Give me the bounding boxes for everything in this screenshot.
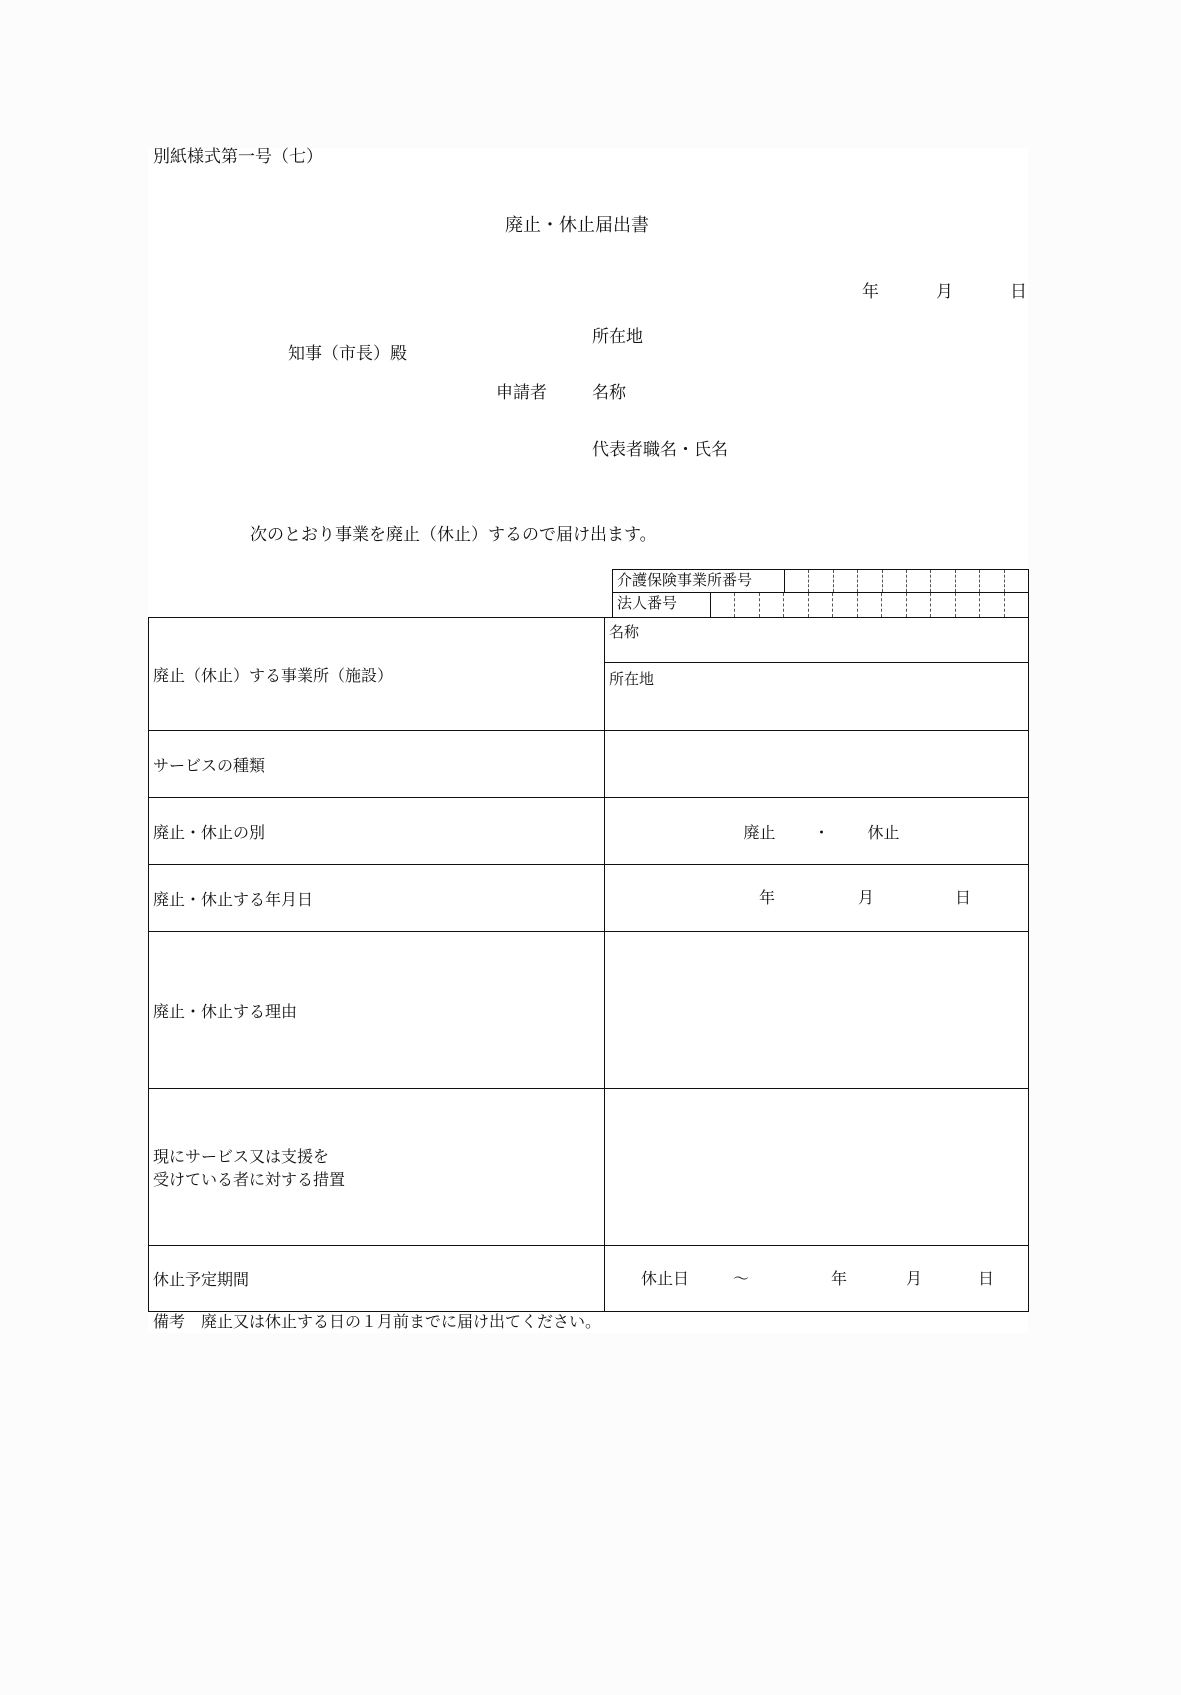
distinction-cell[interactable]	[605, 798, 1029, 865]
care-insurance-number-box	[612, 569, 1029, 593]
form-table	[148, 617, 1029, 1312]
digit-cell[interactable]	[881, 593, 905, 617]
reason-label: 廃止・休止する理由	[149, 932, 605, 1089]
date-row-cell[interactable]	[605, 865, 1029, 932]
facility-address-label: 所在地	[609, 670, 655, 688]
suspension-label: 休止予定期間	[149, 1246, 605, 1312]
service-type-cell[interactable]	[605, 731, 1029, 798]
digit-cell[interactable]	[882, 570, 906, 592]
table-row	[149, 932, 1029, 1089]
digit-cell[interactable]	[808, 593, 832, 617]
date-day-label: 日	[1010, 282, 1027, 302]
date-row-label: 廃止・休止する年月日	[149, 865, 605, 932]
table-row	[149, 731, 1029, 798]
measures-label-line2: 受けている者に対する措置	[153, 1170, 346, 1189]
table-row	[149, 618, 1029, 663]
digit-cell[interactable]	[930, 570, 954, 592]
applicant-address-label: 所在地	[592, 327, 643, 347]
digit-cell[interactable]	[833, 570, 857, 592]
facility-name-cell[interactable]	[605, 618, 1029, 663]
option-separator: ・	[813, 822, 830, 842]
suspension-day: 日	[978, 1268, 995, 1288]
suspension-start-label: 休止日	[641, 1268, 690, 1288]
digit-cell[interactable]	[930, 593, 954, 617]
digit-cell[interactable]	[955, 570, 979, 592]
table-row	[149, 865, 1029, 932]
digit-cell[interactable]	[832, 593, 856, 617]
note: 備考 廃止又は休止する日の１月前までに届け出てください。	[153, 1312, 602, 1331]
measures-label-cell	[149, 1089, 605, 1246]
digit-cell[interactable]	[784, 570, 808, 592]
facility-name-label: 名称	[609, 623, 640, 641]
corporate-number-box	[612, 592, 1029, 618]
corporate-number-label: 法人番号	[617, 594, 678, 612]
digit-cell[interactable]	[979, 593, 1003, 617]
applicant-label: 申請者	[496, 383, 547, 403]
facility-label: 廃止（休止）する事業所（施設）	[149, 618, 605, 731]
digit-cell[interactable]	[759, 593, 783, 617]
suspension-cell[interactable]	[605, 1246, 1029, 1312]
table-row	[149, 1246, 1029, 1312]
measures-label-line1: 現にサービス又は支援を	[153, 1147, 330, 1166]
care-insurance-digit-cells	[784, 570, 1028, 592]
representative-label: 代表者職名・氏名	[592, 440, 728, 460]
corporate-digit-cells	[710, 593, 1028, 617]
measures-cell[interactable]	[605, 1089, 1029, 1246]
digit-cell[interactable]	[808, 570, 832, 592]
digit-cell[interactable]	[1004, 570, 1028, 592]
digit-cell[interactable]	[1004, 593, 1028, 617]
date-month-label: 月	[936, 282, 953, 302]
digit-cell[interactable]	[857, 570, 881, 592]
applicant-name-label: 名称	[592, 383, 626, 403]
date-row-month: 月	[858, 888, 875, 907]
form-number: 別紙様式第一号（七）	[153, 147, 323, 167]
digit-cell[interactable]	[710, 593, 734, 617]
digit-cell[interactable]	[955, 593, 979, 617]
statement: 次のとおり事業を廃止（休止）するので届け出ます。	[250, 525, 657, 545]
date-row-day: 日	[955, 888, 972, 907]
digit-cell[interactable]	[906, 570, 930, 592]
page-title: 廃止・休止届出書	[505, 215, 649, 236]
suspension-month: 月	[906, 1268, 923, 1288]
digit-cell[interactable]	[734, 593, 758, 617]
date-row-year: 年	[759, 888, 776, 907]
reason-cell[interactable]	[605, 932, 1029, 1089]
option-suspend[interactable]: 休止	[867, 822, 900, 842]
service-type-label: サービスの種類	[149, 731, 605, 798]
table-row	[149, 798, 1029, 865]
care-insurance-number-label: 介護保険事業所番号	[617, 571, 753, 589]
suspension-tilde: ～	[733, 1268, 750, 1288]
digit-cell[interactable]	[783, 593, 807, 617]
digit-cell[interactable]	[979, 570, 1003, 592]
date-year-label: 年	[862, 282, 879, 302]
digit-cell[interactable]	[857, 593, 881, 617]
facility-address-cell[interactable]	[605, 663, 1029, 731]
distinction-label: 廃止・休止の別	[149, 798, 605, 865]
table-row	[149, 1089, 1029, 1246]
suspension-year: 年	[831, 1268, 848, 1288]
digit-cell[interactable]	[906, 593, 930, 617]
addressee: 知事（市長）殿	[288, 344, 407, 364]
option-abolish[interactable]: 廃止	[743, 822, 776, 842]
